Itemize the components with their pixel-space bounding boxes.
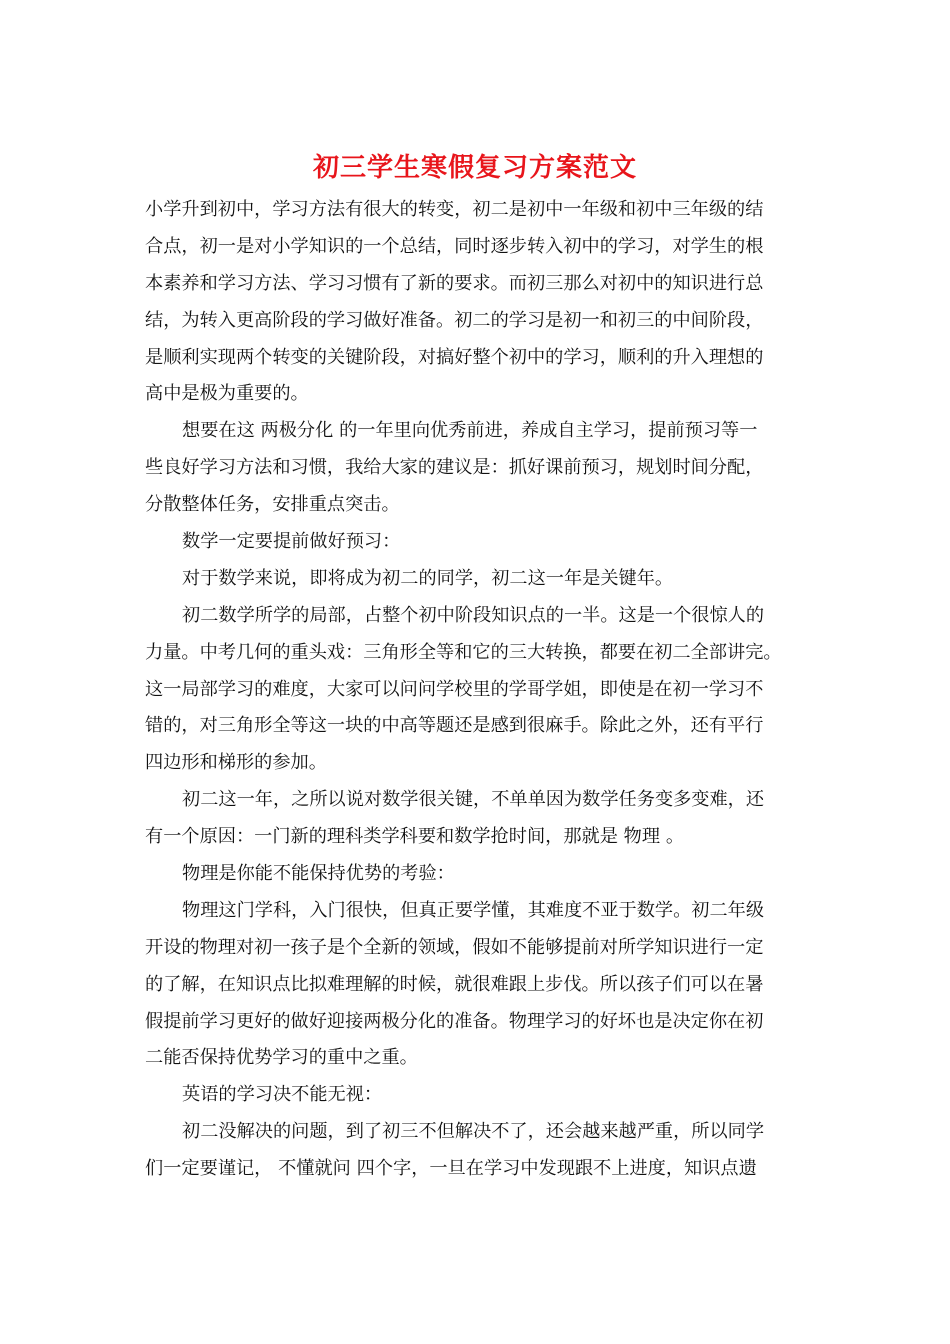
text-line: 对于数学来说，即将成为初二的同学，初二这一年是关键年。	[182, 567, 674, 589]
document-body	[145, 192, 815, 1188]
text-line: 想要在这 两极分化 的一年里向优秀前进，养成自主学习，提前预习等一	[182, 420, 758, 442]
text-line: 物理这门学科，入门很快，但真正要学懂，其难度不亚于数学。初二年级	[182, 899, 765, 921]
text-line: 高中是极为重要的。	[145, 383, 309, 405]
text-line: 分散整体任务，安排重点突击。	[145, 494, 400, 516]
text-line: 力量。中考几何的重头戏：三角形全等和它的三大转换，都要在初二全部讲完。	[145, 641, 782, 663]
text-line: 假提前学习更好的做好迎接两极分化的准备。物理学习的好坏也是决定你在初	[145, 1010, 764, 1032]
text-line: 初二数学所学的局部，占整个初中阶段知识点的一半。这是一个很惊人的	[182, 604, 765, 626]
text-line: 小学升到初中，学习方法有很大的转变，初二是初中一年级和初中三年级的结	[145, 199, 764, 220]
text-line: 是顺利实现两个转变的关键阶段，对搞好整个初中的学习，顺利的升入理想的	[145, 346, 764, 368]
text-line: 的了解，在知识点比拟难理解的时候，就很难跟上步伐。所以孩子们可以在暑	[145, 973, 764, 995]
text-line: 二能否保持优势学习的重中之重。	[145, 1047, 418, 1069]
text-line: 四边形和梯形的参加。	[145, 752, 327, 774]
text-line: 初二没解决的问题，到了初三不但解决不了，还会越来越严重，所以同学	[182, 1121, 765, 1143]
text-line: 错的，对三角形全等这一块的中高等题还是感到很麻手。除此之外，还有平行	[145, 715, 764, 737]
text-line: 英语的学习决不能无视：	[182, 1084, 383, 1106]
text-line: 们一定要谨记， 不懂就问 四个字，一旦在学习中发现跟不上进度，知识点遗	[145, 1158, 757, 1180]
text-line: 有一个原因：一门新的理科类学科要和数学抢时间，那就是 物理 。	[145, 826, 685, 848]
text-line: 物理是你能不能保持优势的考验：	[182, 863, 455, 885]
text-line: 初二这一年，之所以说对数学很关键，不单单因为数学任务变多变难，还	[182, 789, 765, 811]
text-line: 结，为转入更高阶段的学习做好准备。初二的学习是初一和初三的中间阶段，	[145, 309, 764, 331]
text-line: 数学一定要提前做好预习：	[182, 531, 401, 553]
text-line: 这一局部学习的难度，大家可以问问学校里的学哥学姐，即使是在初一学习不	[145, 678, 764, 700]
text-line: 合点，初一是对小学知识的一个总结，同时逐步转入初中的学习，对学生的根	[145, 235, 764, 257]
text-line: 些良好学习方法和习惯，我给大家的建议是：抓好课前预习，规划时间分配，	[145, 457, 764, 479]
document-title: 初三学生寒假复习方案范文	[312, 153, 637, 183]
text-line: 本素养和学习方法、学习习惯有了新的要求。而初三那么对初中的知识进行总	[145, 272, 764, 294]
text-line: 开设的物理对初一孩子是个全新的领域，假如不能够提前对所学知识进行一定	[145, 936, 764, 958]
